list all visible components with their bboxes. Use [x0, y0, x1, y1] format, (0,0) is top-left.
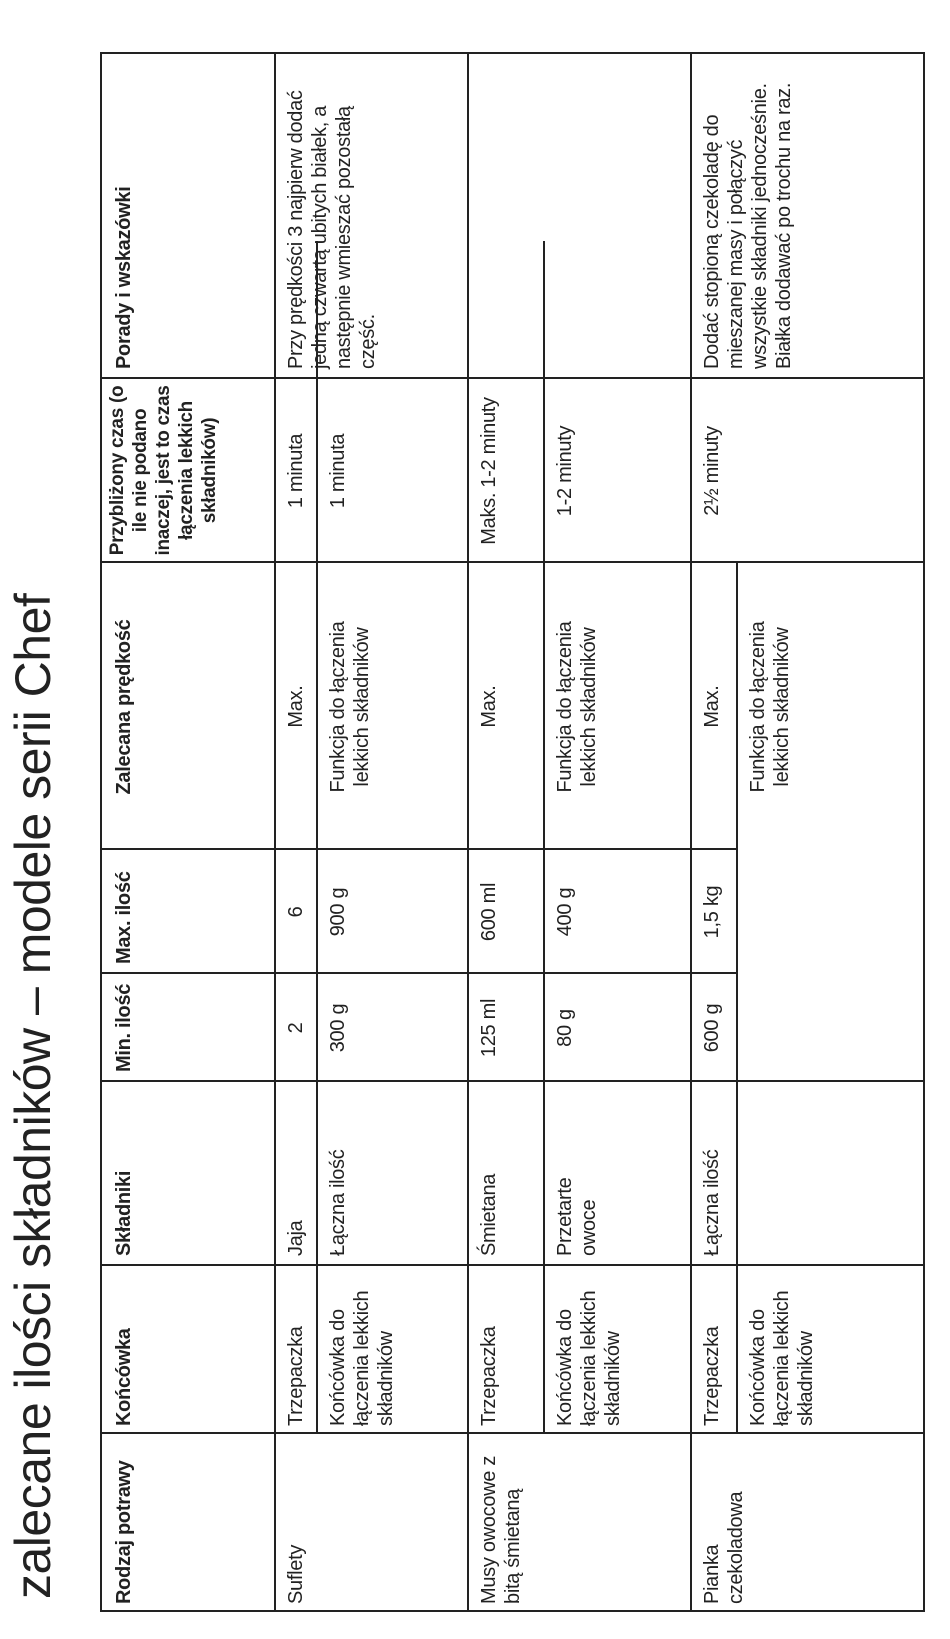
- dish-name: Pianka czekoladowa: [701, 1491, 747, 1604]
- col-line: [100, 561, 925, 563]
- header-min: Min. ilość: [113, 983, 135, 1072]
- time-cell: 1-2 minuty: [554, 425, 576, 517]
- min-cell: 300 g: [327, 1003, 349, 1053]
- tool-cell: Końcówka do łączenia lekkich składników: [327, 1290, 397, 1426]
- table-border-right: [100, 52, 925, 54]
- header-ingredients: Składniki: [113, 1170, 135, 1256]
- header-time: Przybliżony czas (o ile nie podano inaczej, jest to czas łączenia lekkich składników): [107, 385, 220, 556]
- tool-cell: Końcówka do łączenia lekkich składników: [554, 1290, 624, 1426]
- time-cell: 1 minuta: [327, 433, 349, 509]
- dish-name: Musy owocowe z bitą śmietaną: [478, 1455, 524, 1604]
- header-max: Max. ilość: [113, 871, 135, 964]
- speed-cell: Funkcja do łączenia lekkich składników: [554, 621, 600, 793]
- tips-cell: Dodać stopioną czekoladę do mieszanej masy i połączyć wszystkie składniki jednocześnie. Białka dodawać po trochu na raz.: [701, 82, 795, 369]
- min-cell: 80 g: [554, 1009, 576, 1047]
- table-border-bottom: [923, 52, 925, 1612]
- page-title: zalecane ilości składników – modele serii Chef: [5, 593, 61, 1599]
- header-tips: Porady i wskazówki: [113, 186, 135, 369]
- sub-row-line: [543, 241, 545, 1434]
- dish-name: Suflety: [285, 1544, 307, 1604]
- max-cell: 600 ml: [478, 882, 500, 942]
- header-dish: Rodzaj potrawy: [113, 1460, 135, 1604]
- tool-cell: Końcówka do łączenia lekkich składników: [747, 1290, 817, 1426]
- row-line: [467, 52, 469, 1612]
- min-cell: 600 g: [701, 1003, 723, 1053]
- header-speed: Zalecana prędkość: [113, 619, 135, 795]
- ingredients-cell: Przetarte owoce: [554, 1177, 600, 1256]
- header-tool: Końcówka: [113, 1328, 135, 1426]
- time-cell: 1 minuta: [285, 433, 307, 509]
- speed-cell: Max.: [701, 685, 723, 728]
- min-cell: 2: [285, 1022, 307, 1034]
- col-line: [100, 1264, 925, 1266]
- max-cell: 1,5 kg: [701, 885, 723, 939]
- quantities-table: [100, 52, 925, 1612]
- col-line: [100, 848, 736, 850]
- ingredients-cell: Śmietana: [478, 1173, 500, 1256]
- time-cell: Maks. 1-2 minuty: [478, 397, 500, 545]
- speed-cell: Max.: [478, 685, 500, 728]
- col-line: [100, 972, 736, 974]
- sub-row-line: [736, 563, 738, 1434]
- ingredients-cell: Łączna ilość: [327, 1149, 349, 1256]
- max-cell: 900 g: [327, 887, 349, 937]
- table-border-top: [100, 52, 102, 1612]
- speed-cell: Funkcja do łączenia lekkich składników: [747, 621, 793, 793]
- tool-cell: Trzepaczka: [701, 1326, 723, 1426]
- max-cell: 400 g: [554, 887, 576, 937]
- col-line: [100, 1432, 925, 1434]
- col-line: [100, 377, 925, 379]
- ingredients-cell: Jaja: [285, 1220, 307, 1256]
- tips-cell: Przy prędkości 3 najpierw dodać jedną czwartą ubitych białek, a następnie wmieszać pozostałą część.: [285, 90, 379, 369]
- tool-cell: Trzepaczka: [285, 1326, 307, 1426]
- min-cell: 125 ml: [478, 998, 500, 1058]
- sub-row-line: [316, 241, 318, 1434]
- table-border-left: [100, 1610, 925, 1612]
- max-cell: 6: [285, 906, 307, 918]
- time-cell: 2½ minuty: [701, 426, 723, 516]
- tool-cell: Trzepaczka: [478, 1326, 500, 1426]
- speed-cell: Max.: [285, 685, 307, 728]
- col-line: [100, 1080, 925, 1082]
- speed-cell: Funkcja do łączenia lekkich składników: [327, 621, 373, 793]
- row-line: [274, 52, 276, 1612]
- ingredients-cell: Łączna ilość: [701, 1149, 723, 1256]
- row-line: [690, 52, 692, 1612]
